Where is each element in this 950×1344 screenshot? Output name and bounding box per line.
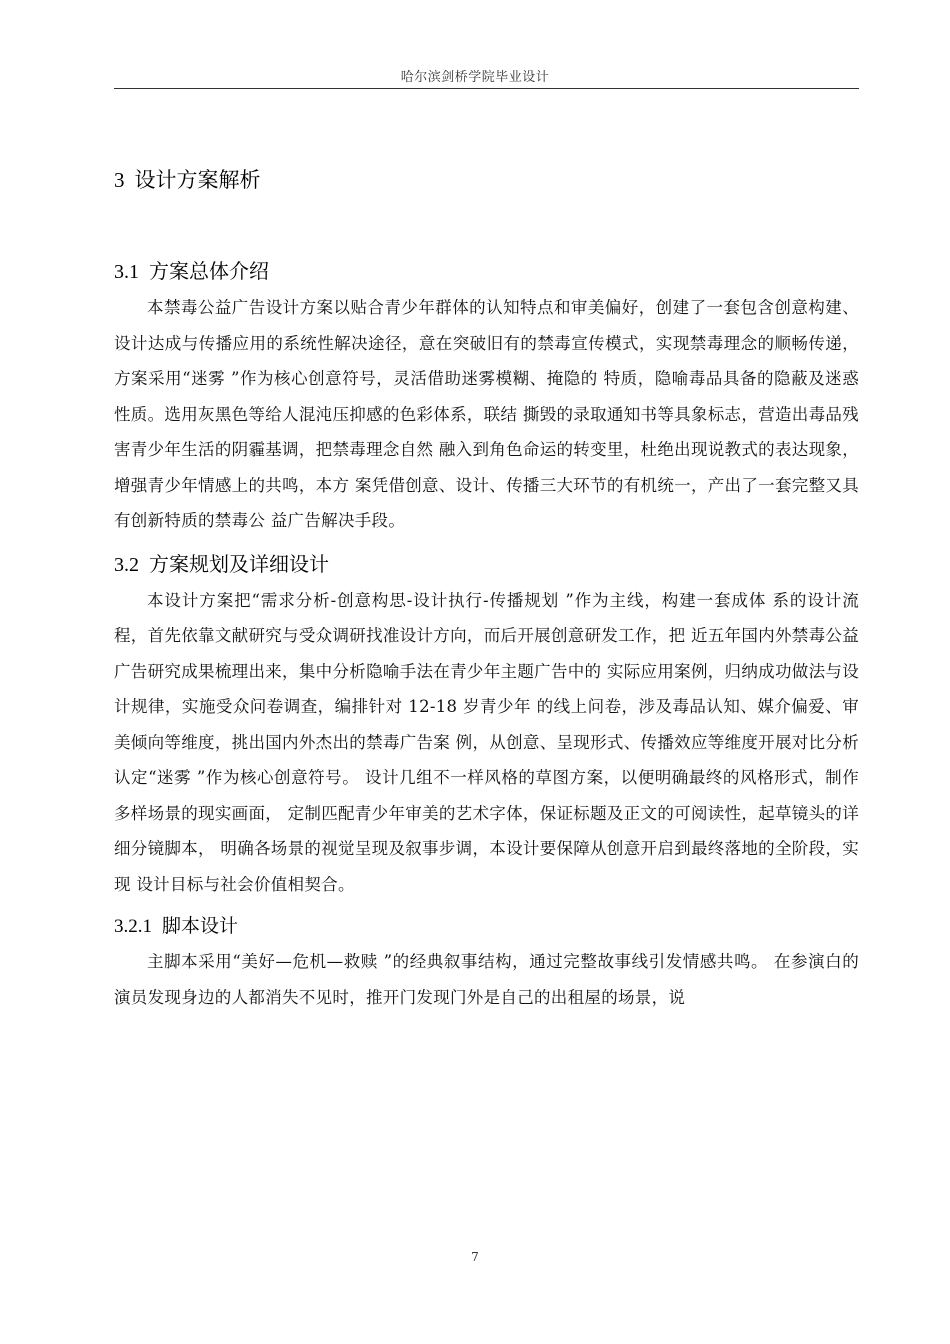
subsection-heading-3-2-1 — [114, 908, 859, 944]
section-number: 3.2 — [114, 553, 139, 576]
section-heading-3-2 — [114, 545, 859, 583]
section-heading-3-1 — [114, 252, 859, 290]
chapter-title: 设计方案解析 — [134, 168, 261, 192]
page-content — [114, 160, 859, 1015]
section-title: 方案规划及详细设计 — [149, 551, 329, 576]
section-paragraph-3-1: 本禁毒公益广告设计方案以贴合青少年群体的认知特点和审美偏好，创建了一套包含创意构建、设计达成与传播应用的系统性解决途径，意在突破旧有的禁毒宣传模式，实现禁毒理念的顺畅传递，方案采用“迷雾 ”作为核心创意符号，灵活借助迷雾模糊、掩隐的 特质，隐喻毒品具备的隐蔽及迷惑性质。选用灰黑色等给人混沌压抑感的色彩体系，联结 撕毁的录取通知书等具象标志，营造出毒品残害青少年生活的阴霾基调，把禁毒理念自然 融入到角色命运的转变里，杜绝出现说教式的表达现象，增强青少年情感上的共鸣，本方 案凭借创意、设计、传播三大环节的有机统一，产出了一套完整又具有创新特质的禁毒公 益广告解决手段。 — [114, 298, 859, 530]
subsection-title: 脚本设计 — [162, 915, 239, 937]
section-title: 方案总体介绍 — [149, 259, 269, 283]
section-paragraph-3-2-1: 主脚本采用“美好—危机—救赎 ”的经典叙事结构，通过完整故事线引发情感共鸣。 在参演白的演员发现身边的人都消失不见时，推开门发现门外是自己的出租屋的场景，说 — [114, 952, 859, 1007]
page-number: 7 — [471, 1250, 479, 1264]
section-number: 3.1 — [114, 261, 139, 283]
header-divider — [114, 88, 859, 89]
chapter-number: 3 — [114, 168, 125, 192]
chapter-heading — [114, 160, 859, 200]
section-paragraph-3-2: 本设计方案把“需求分析-创意构思-设计执行-传播规划 ”作为主线，构建一套成体 系的设计流程，首先依靠文献研究与受众调研找准设计方向，而后开展创意研发工作，把 近五年国内外禁毒公益广告研究成果梳理出来，集中分析隐喻手法在青少年主题广告中的 实际应用案例，归纳成功做法与设计规律，实施受众问卷调查，编排针对 12-18 岁青少年 的线上问卷，涉及毒品认知、媒介偏爱、审美倾向等维度，挑出国内外杰出的禁毒广告案 例，从创意、呈现形式、传播效应等维度开展对比分析认定“迷雾 ”作为核心创意符号。 设计几组不一样风格的草图方案，以便明确最终的风格形式，制作多样场景的现实画面， 定制匹配青少年审美的艺术字体，保证标题及正文的可阅读性，起草镜头的详细分镜脚本， 明确各场景的视觉呈现及叙事步调，本设计要保障从创意开启到最终落地的全阶段，实现 设计目标与社会价值相契合。 — [114, 590, 859, 894]
running-header: 哈尔滨剑桥学院毕业设计 — [400, 70, 550, 85]
subsection-number: 3.2.1 — [114, 916, 152, 937]
